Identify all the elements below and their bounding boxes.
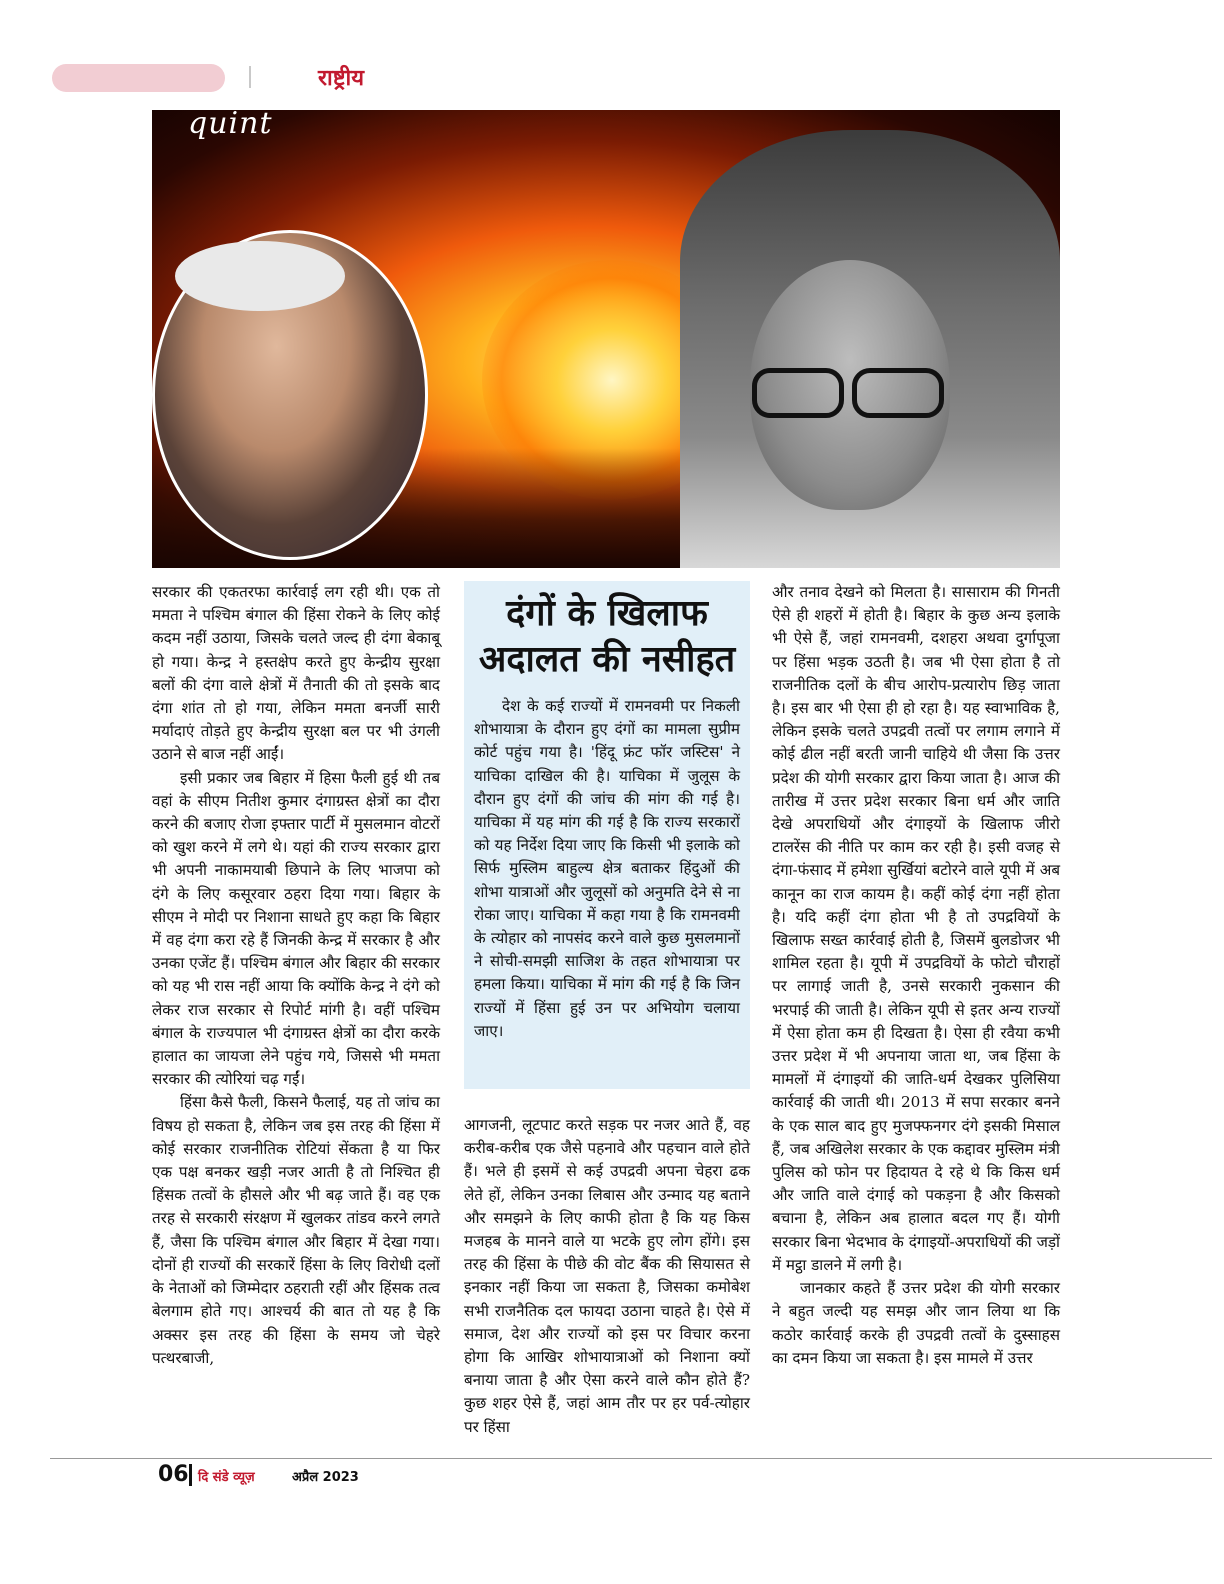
glasses-icon — [752, 368, 942, 412]
paragraph: सरकार की एकतरफा कार्रवाई लग रही थी। एक तो ममता ने पश्चिम बंगाल की हिंसा रोकने के लिए कोई कदम नहीं उठाया, जिसके चलते जल्द ही दंगा बेकाबू हो गया। केन्द्र ने हस्तक्षेप करते हुए केन्द्रीय सुरक्षा बलों की दंगा वाले क्षेत्रों में तैनाती की तो इसके बाद दंगा शांत तो हो गया, लेकिन ममता बनर्जी सारी मर्यादाएं तोड़ते हुए केन्द्रीय सुरक्षा बल पर भी उंगली उठाने से बाज नहीं आईं। — [152, 583, 440, 764]
issue-date: अप्रैल 2023 — [292, 1470, 359, 1485]
section-title: राष्ट्रीय — [318, 66, 365, 91]
header-separator — [249, 66, 251, 88]
header-pill — [52, 64, 225, 92]
magazine-name: दि संडे व्यूज़ — [198, 1470, 255, 1485]
paragraph: और तनाव देखने को मिलता है। सासाराम की गिनती ऐसे ही शहरों में होती है। बिहार के कुछ अन्य इलाके भी ऐसे हैं, जहां रामनवमी, दशहरा अथवा दुर्गापूजा पर हिंसा भड़क उठती है। जब भी ऐसा होता है तो राजनीतिक दलों के बीच आरोप-प्रत्यारोप छिड़ जाता है। इस बार भी ऐसा ही हो रहा है। यह स्वाभाविक है, लेकिन इसके चलते उपद्रवी तत्वों पर लगाम लगाने में कोई ढील नहीं बरती जानी चाहिये थी जैसा कि उत्तर प्रदेश की योगी सरकार द्वारा किया जाता है। आज की तारीख में उत्तर प्रदेश सरकार बिना धर्म और जाति देखे अपराधियों और दंगाइयों के खिलाफ जीरो टालरेंस की नीति पर काम कर रही है। इसी वजह से दंगा-फंसाद में हमेशा सुर्खियां बटोरने वाले यूपी में अब कानून का राज कायम है। कहीं कोई दंगा नहीं होता है। यदि कहीं दंगा होता भी है तो उपद्रवियों के खिलाफ सख्त कार्रवाई होती है, जिसमें बुलडोजर भी शामिल रहता है। यूपी में उपद्रवियों के फोटो चौराहों पर लागाई जाती है, उनसे सरकारी नुकसान की भरपाई की जाती है। लेकिन यूपी से इतर अन्य राज्यों में ऐसा होता कम ही दिखता है। ऐसा ही रवैया कभी उत्तर प्रदेश में भी अपनाया जाता था, जब हिंसा के मामलों में दंगाइयों की जाति-धर्म देखकर पुलिसिया कार्रवाई की जाती थी। 2013 में सपा सरकार बनने के एक साल बाद हुए मुजफ्फनगर दंगे इसकी मिसाल हैं, जब अखिलेश सरकार के एक कद्दावर मुस्लिम मंत्री पुलिस को फोन पर हिदायत दे रहे थे कि किस धर्म और जाति वाले दंगाई को पकड़ना है और किसको बचाना है, लेकिन अब हालात बदल गए हैं। योगी सरकार बिना भेदभाव के दंगाइयों-अपराधियों की जड़ों में मट्ठा डालने में लगी है। — [772, 583, 1060, 1274]
article-column-3 — [772, 581, 1060, 1441]
paragraph: इसी प्रकार जब बिहार में हिसा फैली हुई थी तब वहां के सीएम नितीश कुमार दंगाग्रस्त क्षेत्रों का दौरा करने की बजाए रोजा इफ्तार पार्टी में मुसलमान वोटरों को खुश करने में लगे थे। यहां की राज्य सरकार द्वारा भी अपनी नाकामयाबी छिपाने के लिए भाजपा को दंगे के लिए कसूरवार ठहरा दिया गया। बिहार के सीएम ने मोदी पर निशाना साधते हुए कहा कि बिहार में वह दंगा करा रहे हैं जिनकी केन्द्र में सरकार है और उनका एजेंट हैं। पश्चिम बंगाल और बिहार की सरकार को यह भी रास नहीं आया कि क्योंकि केन्द्र ने दंगे को लेकर राज सरकार से रिपोर्ट मांगी है। वहीं पश्चिम बंगाल के राज्यपाल भी दंगाग्रस्त क्षेत्रों का दौरा करके हालात का जायजा लेने पहुंच गये, जिससे भी ममता सरकार की त्योरियां चढ़ गईं। — [152, 768, 440, 1089]
portrait-inset-hair — [175, 241, 345, 311]
sidebar-box — [464, 581, 750, 1089]
footer-bar — [189, 1464, 192, 1486]
paragraph: हिंसा कैसे फैली, किसने फैलाई, यह तो जांच का विषय हो सकता है, लेकिन जब इस तरह की हिंसा में कोई सरकार राजनीतिक रोटियां सेंकता है या फिर एक पक्ष बनकर खड़ी नजर आती है तो निश्चित ही हिंसक तत्वों के हौसले और भी बढ़ जाते हैं। वह एक तरह से सरकारी संरक्षण में खुलकर तांडव करने लगते हैं, जैसा कि पश्चिम बंगाल और बिहार में देखा गया। दोनों ही राज्यों की सरकारें हिंसा के लिए विरोधी दलों के नेताओं को जिम्मेदार ठहराती रहीं और हिंसक तत्व बेलगाम होते गए। आश्चर्य की बात तो यह है कि अक्सर इस तरह की हिंसा के समय जो चेहरे पत्थरबाजी, — [152, 1093, 441, 1367]
hero-image — [152, 110, 1060, 568]
paragraph: आगजनी, लूटपाट करते सड़क पर नजर आते हैं, वह करीब-करीब एक जैसे पहनावे और पहचान वाले होते हैं। भले ही इसमें से कई उपद्रवी अपना चेहरा ढक लेते हों, लेकिन उनका लिबास और उन्माद यह बताने और समझने के लिए काफी होता है कि यह किस मजहब के मानने वाले या भटके हुए लोग होंगे। इस तरह की हिंसा के पीछे की वोट बैंक की सियासत से इनकार नहीं किया जा सकता है, जिसका कमोबेश सभी राजनैतिक दल फायदा उठाना चाहते है। ऐसे में समाज, देश और राज्यों को इस पर विचार करना होगा कि आखिर शोभायात्राओं को निशाना क्यों बनाया जाता है और ऐसा करने वाले कौन होते हैं? कुछ शहर ऐसे हैं, जहां आम तौर पर हर पर्व-त्योहार पर हिंसा — [464, 1116, 750, 1436]
sidebar-box-title: दंगों के खिलाफ अदालत की नसीहत — [478, 593, 736, 680]
page-number: 06 — [158, 1462, 189, 1487]
photo-credit-logo: quint — [188, 110, 273, 141]
footer-divider — [50, 1458, 1212, 1459]
paragraph: जानकार कहते हैं उत्तर प्रदेश की योगी सरकार ने बहुत जल्दी यह समझ और जान लिया था कि कठोर कार्रवाई करके ही उपद्रवी तत्वों के दुस्साहस का दमन किया जा सकता है। इस मामले में उत्तर — [772, 1279, 1060, 1367]
article-column-1 — [152, 581, 440, 1441]
article-column-2 — [464, 1114, 750, 1444]
sidebar-box-text: देश के कई राज्यों में रामनवमी पर निकली शोभायात्रा के दौरान हुए दंगों का मामला सुप्रीम कोर्ट पहुंच गया है। 'हिंदू फ्रंट फॉर जस्टिस' ने याचिका दाखिल की है। याचिका में जुलूस के दौरान हुए दंगों की जांच की मांग की गई है। याचिका में यह मांग की गई है कि राज्य सरकारों को यह निर्देश दिया जाए कि किसी भी इलाके को सिर्फ मुस्लिम बाहुल्य क्षेत्र बताकर हिंदुओं की शोभा यात्राओं और जुलूसों को अनुमति देने से ना रोका जाए। याचिका में कहा गया है कि रामनवमी के त्योहार को नापसंद करने वाले कुछ मुसलमानों ने सोची-समझी साजिश के तहत शोभायात्रा पर हमला किया। याचिका में मांग की गई है कि जिन राज्यों में हिंसा हुई उन पर अभियोग चलाया जाए। — [474, 697, 740, 1040]
portrait-inset-circle — [152, 230, 428, 560]
